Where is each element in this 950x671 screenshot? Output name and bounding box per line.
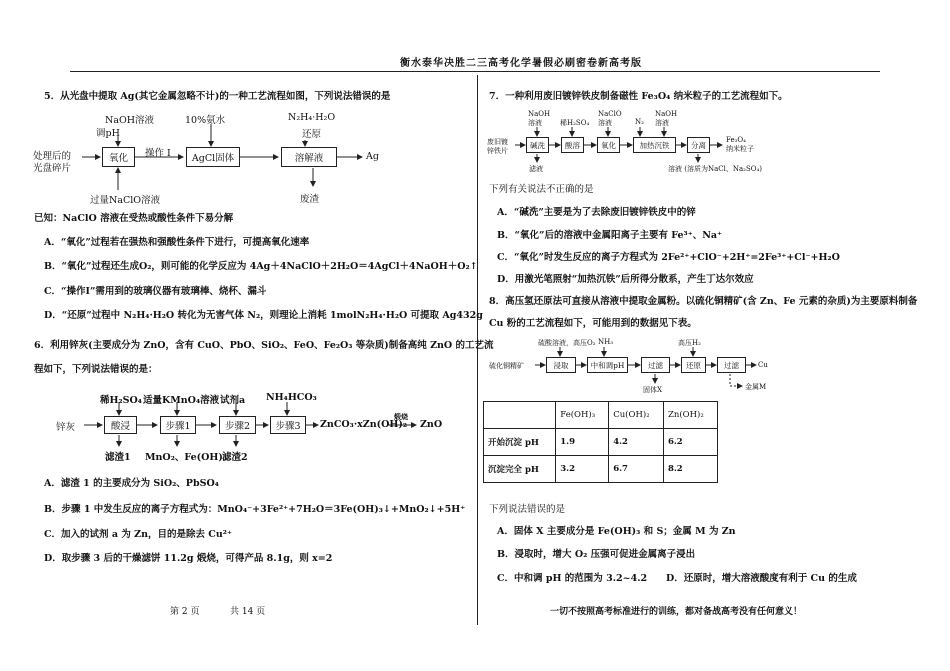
q5-box-agcl: AgCl固体 — [186, 147, 240, 167]
q5-ph-label: 调pH — [96, 128, 120, 139]
table-cell: Fe(OH)₃ — [556, 402, 609, 429]
q8-prompt: 下列说法错误的是 — [489, 504, 566, 515]
q5-input-line2: 光盘碎片 — [33, 163, 72, 174]
q8-box-neutralize: 中和调pH — [587, 357, 628, 373]
q6-box-step2: 步骤2 — [219, 416, 256, 434]
footer-slogan: 一切不按照高考标准进行的训练，都对备战高考没有任何意义！ — [550, 607, 803, 617]
q8-box-filter2: 过滤 — [717, 357, 746, 373]
q6-option-d: D．取步骤 3 后的干燥滤饼 11.2g 煅烧，可得产品 8.1g，则 x=2 — [44, 553, 333, 564]
q5-box-oxidize: 氧化 — [102, 147, 135, 167]
table-cell: 6.7 — [609, 456, 664, 483]
q7-box-separate: 分离 — [687, 137, 710, 153]
table-cell: 4.2 — [609, 429, 664, 456]
q7-stem: 7．一种利用废旧镀锌铁皮制备磁性 Fe₃O₄ 纳米粒子的工艺流程如下。 — [489, 91, 788, 102]
q7-input-line1: 废旧镀 — [487, 138, 508, 146]
q8-metal-m: 金属M — [745, 383, 767, 391]
q6-precipitate: MnO₂、Fe(OH)₃ — [145, 452, 228, 463]
table-row — [484, 456, 718, 483]
q5-option-b: B．“氧化”过程还生成O₂，则可能的化学反应为 4Ag＋4NaClO＋2H₂O＝4AgCl＋4NaOH＋O₂↑ — [44, 261, 478, 272]
q7-r3-line2: 溶液 — [598, 119, 612, 127]
q5-waste-label: 废渣 — [300, 194, 320, 205]
q6-reagent-a: 试剂a — [220, 395, 246, 406]
q6-option-c: C．加入的试剂 a 为 Zn，目的是除去 Cu²⁺ — [44, 529, 232, 540]
q7-box-alkali-wash: 碱洗 — [526, 137, 549, 153]
q5-naoh-label: NaOH溶液 — [105, 115, 155, 126]
q8-r1: 硫酸溶液，高压O₂ — [538, 339, 596, 347]
table-cell: 1.9 — [556, 429, 609, 456]
q6-input: 锌灰 — [56, 422, 76, 433]
table-cell: Cu(OH)₂ — [609, 402, 664, 429]
q8-option-a: A．固体 X 主要成分是 Fe(OH)₃ 和 S；金属 M 为 Zn — [497, 526, 736, 537]
q8-input: 硫化铜精矿 — [489, 362, 524, 370]
q5-naclo-label: 过量NaClO溶液 — [90, 195, 161, 206]
table-cell: 8.2 — [663, 456, 717, 483]
q5-product: Ag — [366, 151, 379, 162]
table-cell: Zn(OH)₂ — [663, 402, 717, 429]
q5-option-c: C．“操作Ⅰ”需用到的玻璃仪器有玻璃棒、烧杯、漏斗 — [44, 286, 267, 297]
q5-op1-label: 操作 Ⅰ — [145, 148, 171, 159]
q5-note: 已知：NaClO 溶液在受热或酸性条件下易分解 — [34, 213, 234, 224]
q5-option-a: A．“氧化”过程若在强热和强酸性条件下进行，可提高氧化速率 — [44, 237, 310, 248]
q5-ammonia-label: 10%氨水 — [185, 115, 226, 126]
footer-page-number: 第 2 页 — [170, 607, 200, 617]
q7-waste2: 溶液 (溶质为NaCl、Na₂SO₄) — [668, 165, 763, 173]
q7-box-acid-dissolve: 酸溶 — [561, 137, 584, 153]
q8-box-filter1: 过滤 — [641, 357, 670, 373]
q7-box-heat-precipitate: 加热沉铁 — [633, 137, 676, 153]
q7-waste1: 滤液 — [529, 165, 543, 173]
table-cell: 开始沉淀 pH — [484, 429, 556, 456]
q7-option-d: D．用激光笔照射“加热沉铁”后所得分散系，产生丁达尔效应 — [497, 274, 754, 285]
q7-r4: N₂ — [635, 118, 644, 126]
q5-box-solution: 溶解液 — [281, 147, 337, 167]
q8-ph-table — [483, 401, 718, 483]
q6-calcine-label: 煅烧 — [394, 412, 408, 421]
q6-box-step3: 步骤3 — [270, 416, 306, 434]
q6-stem-line1: 6．利用锌灰(主要成分为 ZnO，含有 CuO、PbO、SiO₂、FeO、Fe₂O₃ 等杂质)制备高纯 ZnO 的工艺流 — [34, 340, 494, 351]
q7-r2: 稀H₂SO₄ — [560, 119, 590, 127]
q6-box-acid-leach: 酸浸 — [104, 416, 137, 434]
q8-solid-x: 固体X — [643, 386, 662, 394]
q5-hydrazine-label: N₂H₄·H₂O — [288, 112, 336, 123]
table-row — [484, 429, 718, 456]
q7-product-line2: 纳米粒子 — [726, 145, 754, 153]
q7-prompt: 下列有关说法不正确的是 — [489, 184, 594, 195]
table-cell: 6.2 — [663, 429, 717, 456]
q8-option-b: B．浸取时，增大 O₂ 压强可促进金属离子浸出 — [497, 549, 696, 560]
q8-r3: 高压H₂ — [678, 339, 701, 347]
q7-r1-line1: NaOH — [528, 110, 551, 118]
q6-residue2: 滤渣2 — [222, 452, 248, 463]
q6-product: ZnO — [420, 419, 443, 430]
q7-r5-line1: NaOH — [655, 110, 678, 118]
q7-option-a: A．“碱洗”主要是为了去除废旧镀锌铁皮中的锌 — [497, 207, 696, 218]
table-cell: 沉淀完全 pH — [484, 456, 556, 483]
q6-reagent-acid: 稀H₂SO₄ — [100, 395, 142, 406]
table-header-row — [484, 402, 718, 429]
q7-product-line1: Fe₃O₄ — [726, 136, 746, 144]
q7-r3-line1: NaClO — [598, 110, 622, 118]
q7-option-b: B．“氧化”后的溶液中金属阳离子主要有 Fe³⁺、Na⁺ — [497, 230, 723, 241]
q6-box-step1: 步骤1 — [160, 416, 196, 434]
q8-stem-line2: Cu 粉的工艺流程如下，可能用到的数据见下表。 — [489, 318, 697, 329]
q7-option-c: C．“氧化”时发生反应的离子方程式为 2Fe²⁺+ClO⁻+2H⁺=2Fe³⁺+Cl⁻+H₂O — [497, 252, 840, 263]
page-header-title: 衡水泰华决胜二三高考化学暑假必刷密卷新高考版 — [400, 58, 642, 69]
q8-option-c: C．中和调 pH 的范围为 3.2~4.2 — [497, 573, 648, 584]
table-cell: 3.2 — [556, 456, 609, 483]
q8-r2: NH₃ — [598, 338, 614, 346]
q8-product: Cu — [758, 361, 768, 369]
q5-input-line1: 处理后的 — [33, 151, 72, 162]
q6-reagent-kmno4: 适量KMnO₄溶液 — [143, 395, 220, 406]
q8-option-d: D．还原时，增大溶液酸度有利于 Cu 的生成 — [666, 573, 857, 584]
q6-option-b: B．步骤 1 中发生反应的离子方程式为：MnO₄⁻+3Fe²⁺+7H₂O＝3Fe(OH)₃↓+MnO₂↓+5H⁺ — [44, 504, 466, 515]
q5-option-d: D．“还原”过程中 N₂H₄·H₂O 转化为无害气体 N₂，则理论上消耗 1molN₂H₄·H₂O 可提取 Ag432g — [44, 310, 483, 321]
footer-total-pages: 共 14 页 — [230, 607, 266, 617]
q8-box-leach: 浸取 — [546, 357, 576, 373]
table-cell — [484, 402, 556, 429]
q7-r5-line2: 溶液 — [655, 119, 669, 127]
q8-box-reduce: 还原 — [681, 357, 706, 373]
q7-box-oxidize: 氧化 — [597, 137, 620, 153]
q6-reagent-nh4hco3: NH₄HCO₃ — [266, 392, 317, 403]
q6-stem-line2: 程如下，下列说法错误的是： — [34, 364, 158, 375]
q7-input-line2: 锌铁片 — [487, 147, 508, 155]
q5-stem: 5．从光盘中提取 Ag(其它金属忽略不计)的一种工艺流程如图，下列说法错误的是 — [44, 91, 391, 102]
q6-option-a: A．滤渣 1 的主要成分为 SiO₂、PbSO₄ — [44, 478, 219, 489]
q6-mid-product: ZnCO₃·xZn(OH)₂ — [320, 419, 408, 430]
q7-r1-line2: 溶液 — [528, 119, 542, 127]
q6-residue1: 滤渣1 — [105, 452, 131, 463]
q8-stem-line1: 8．高压氢还原法可直接从溶液中提取金属粉。以硫化铜精矿(含 Zn、Fe 元素的杂质)为主要原料制备 — [489, 296, 918, 307]
q5-reduce-label: 还原 — [302, 129, 322, 140]
